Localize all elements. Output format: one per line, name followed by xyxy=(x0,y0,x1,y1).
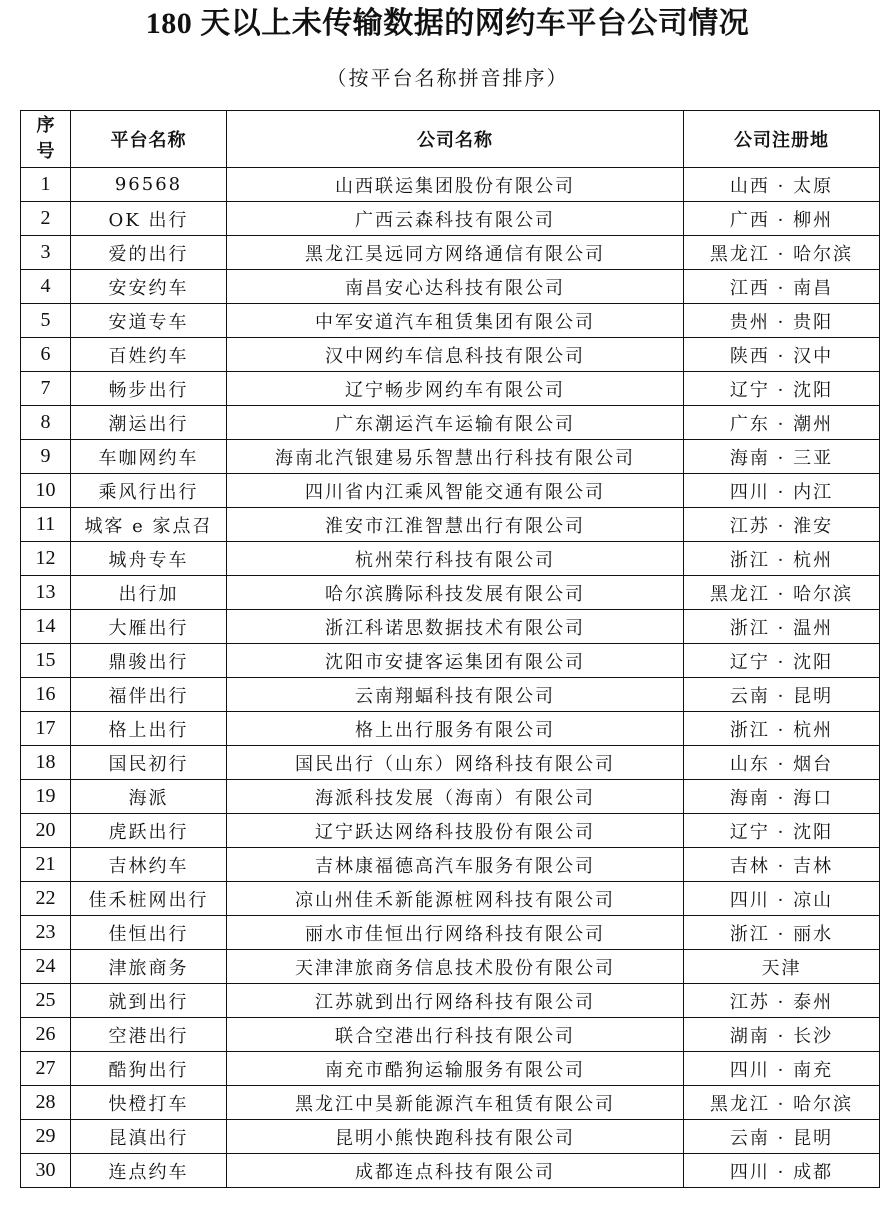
cell-company-name: 江苏就到出行网络科技有限公司 xyxy=(227,984,684,1018)
cell-no: 16 xyxy=(21,678,71,712)
cell-no: 30 xyxy=(21,1154,71,1188)
cell-company-name: 国民出行（山东）网络科技有限公司 xyxy=(227,746,684,780)
cell-platform-name: 城客 e 家点召 xyxy=(71,508,227,542)
table-row xyxy=(21,916,880,950)
cell-registered-location: 海南 · 三亚 xyxy=(684,440,880,474)
table-row xyxy=(21,406,880,440)
table-row xyxy=(21,202,880,236)
table-row xyxy=(21,882,880,916)
cell-no: 17 xyxy=(21,712,71,746)
cell-registered-location: 云南 · 昆明 xyxy=(684,678,880,712)
cell-platform-name: 佳禾桩网出行 xyxy=(71,882,227,916)
cell-platform-name: 潮运出行 xyxy=(71,406,227,440)
table-row xyxy=(21,1018,880,1052)
cell-no: 13 xyxy=(21,576,71,610)
cell-platform-name: 畅步出行 xyxy=(71,372,227,406)
cell-no: 20 xyxy=(21,814,71,848)
table-row xyxy=(21,610,880,644)
cell-platform-name: 国民初行 xyxy=(71,746,227,780)
cell-registered-location: 湖南 · 长沙 xyxy=(684,1018,880,1052)
cell-registered-location: 浙江 · 杭州 xyxy=(684,542,880,576)
cell-registered-location: 黑龙江 · 哈尔滨 xyxy=(684,1086,880,1120)
cell-no: 7 xyxy=(21,372,71,406)
cell-registered-location: 陕西 · 汉中 xyxy=(684,338,880,372)
table-row xyxy=(21,474,880,508)
cell-platform-name: 福伴出行 xyxy=(71,678,227,712)
cell-company-name: 广西云森科技有限公司 xyxy=(227,202,684,236)
cell-no: 26 xyxy=(21,1018,71,1052)
cell-no: 23 xyxy=(21,916,71,950)
table-row xyxy=(21,270,880,304)
table-row xyxy=(21,338,880,372)
table-row xyxy=(21,712,880,746)
cell-no: 12 xyxy=(21,542,71,576)
cell-company-name: 吉林康福德高汽车服务有限公司 xyxy=(227,848,684,882)
cell-no: 1 xyxy=(21,168,71,202)
table-row xyxy=(21,746,880,780)
cell-platform-name: 就到出行 xyxy=(71,984,227,1018)
table-row xyxy=(21,372,880,406)
cell-registered-location: 四川 · 凉山 xyxy=(684,882,880,916)
cell-registered-location: 浙江 · 温州 xyxy=(684,610,880,644)
platform-table xyxy=(20,110,880,1188)
cell-company-name: 中军安道汽车租赁集团有限公司 xyxy=(227,304,684,338)
cell-no: 14 xyxy=(21,610,71,644)
cell-registered-location: 江苏 · 泰州 xyxy=(684,984,880,1018)
table-row xyxy=(21,576,880,610)
cell-company-name: 南充市酷狗运输服务有限公司 xyxy=(227,1052,684,1086)
cell-no: 10 xyxy=(21,474,71,508)
cell-company-name: 联合空港出行科技有限公司 xyxy=(227,1018,684,1052)
cell-no: 6 xyxy=(21,338,71,372)
table-row xyxy=(21,848,880,882)
cell-platform-name: 虎跃出行 xyxy=(71,814,227,848)
header-no xyxy=(21,111,71,168)
header-location: 公司注册地 xyxy=(684,111,880,168)
cell-platform-name: 海派 xyxy=(71,780,227,814)
table-row xyxy=(21,1154,880,1188)
cell-platform-name: 格上出行 xyxy=(71,712,227,746)
cell-registered-location: 辽宁 · 沈阳 xyxy=(684,644,880,678)
cell-platform-name: 城舟专车 xyxy=(71,542,227,576)
cell-registered-location: 广西 · 柳州 xyxy=(684,202,880,236)
cell-no: 19 xyxy=(21,780,71,814)
cell-platform-name: 安道专车 xyxy=(71,304,227,338)
cell-company-name: 沈阳市安捷客运集团有限公司 xyxy=(227,644,684,678)
cell-no: 18 xyxy=(21,746,71,780)
cell-registered-location: 黑龙江 · 哈尔滨 xyxy=(684,236,880,270)
document-title: 180 天以上未传输数据的网约车平台公司情况 xyxy=(145,7,750,40)
cell-registered-location: 四川 · 成都 xyxy=(684,1154,880,1188)
document-subtitle: （按平台名称拼音排序） xyxy=(326,66,569,90)
cell-no: 25 xyxy=(21,984,71,1018)
header-row xyxy=(21,111,880,168)
header-platform: 平台名称 xyxy=(71,111,227,168)
cell-company-name: 山西联运集团股份有限公司 xyxy=(227,168,684,202)
table-row xyxy=(21,508,880,542)
cell-no: 24 xyxy=(21,950,71,984)
table-row xyxy=(21,236,880,270)
cell-registered-location: 浙江 · 丽水 xyxy=(684,916,880,950)
cell-company-name: 成都连点科技有限公司 xyxy=(227,1154,684,1188)
cell-registered-location: 天津 xyxy=(684,950,880,984)
cell-platform-name: 吉林约车 xyxy=(71,848,227,882)
table-row xyxy=(21,644,880,678)
cell-platform-name: 昆滇出行 xyxy=(71,1120,227,1154)
cell-no: 4 xyxy=(21,270,71,304)
cell-company-name: 海派科技发展（海南）有限公司 xyxy=(227,780,684,814)
cell-registered-location: 浙江 · 杭州 xyxy=(684,712,880,746)
cell-company-name: 海南北汽银建易乐智慧出行科技有限公司 xyxy=(227,440,684,474)
cell-company-name: 黑龙江中昊新能源汽车租赁有限公司 xyxy=(227,1086,684,1120)
cell-company-name: 南昌安心达科技有限公司 xyxy=(227,270,684,304)
cell-company-name: 广东潮运汽车运输有限公司 xyxy=(227,406,684,440)
cell-company-name: 淮安市江淮智慧出行有限公司 xyxy=(227,508,684,542)
cell-registered-location: 黑龙江 · 哈尔滨 xyxy=(684,576,880,610)
cell-platform-name: 快橙打车 xyxy=(71,1086,227,1120)
table-row xyxy=(21,440,880,474)
cell-company-name: 丽水市佳恒出行网络科技有限公司 xyxy=(227,916,684,950)
cell-platform-name: 大雁出行 xyxy=(71,610,227,644)
cell-registered-location: 四川 · 内江 xyxy=(684,474,880,508)
cell-platform-name: 百姓约车 xyxy=(71,338,227,372)
cell-company-name: 格上出行服务有限公司 xyxy=(227,712,684,746)
cell-registered-location: 辽宁 · 沈阳 xyxy=(684,372,880,406)
cell-registered-location: 辽宁 · 沈阳 xyxy=(684,814,880,848)
cell-company-name: 哈尔滨腾际科技发展有限公司 xyxy=(227,576,684,610)
cell-registered-location: 江西 · 南昌 xyxy=(684,270,880,304)
cell-registered-location: 云南 · 昆明 xyxy=(684,1120,880,1154)
header-no-line1: 序 xyxy=(36,115,55,136)
header-no-line2: 号 xyxy=(36,141,55,162)
cell-company-name: 辽宁跃达网络科技股份有限公司 xyxy=(227,814,684,848)
cell-company-name: 云南翔蝠科技有限公司 xyxy=(227,678,684,712)
cell-platform-name: 空港出行 xyxy=(71,1018,227,1052)
cell-company-name: 杭州荣行科技有限公司 xyxy=(227,542,684,576)
table-row xyxy=(21,1086,880,1120)
cell-platform-name: 连点约车 xyxy=(71,1154,227,1188)
cell-no: 27 xyxy=(21,1052,71,1086)
table-row xyxy=(21,814,880,848)
cell-platform-name: 乘风行出行 xyxy=(71,474,227,508)
cell-registered-location: 江苏 · 淮安 xyxy=(684,508,880,542)
table-row xyxy=(21,1120,880,1154)
cell-company-name: 浙江科诺思数据技术有限公司 xyxy=(227,610,684,644)
cell-platform-name: OK 出行 xyxy=(71,202,227,236)
table-row xyxy=(21,1052,880,1086)
cell-no: 3 xyxy=(21,236,71,270)
cell-no: 15 xyxy=(21,644,71,678)
cell-registered-location: 山东 · 烟台 xyxy=(684,746,880,780)
cell-registered-location: 海南 · 海口 xyxy=(684,780,880,814)
cell-no: 2 xyxy=(21,202,71,236)
cell-no: 9 xyxy=(21,440,71,474)
cell-platform-name: 爱的出行 xyxy=(71,236,227,270)
cell-registered-location: 吉林 · 吉林 xyxy=(684,848,880,882)
cell-company-name: 天津津旅商务信息技术股份有限公司 xyxy=(227,950,684,984)
cell-platform-name: 佳恒出行 xyxy=(71,916,227,950)
cell-no: 11 xyxy=(21,508,71,542)
table-row xyxy=(21,678,880,712)
table-row xyxy=(21,984,880,1018)
cell-company-name: 汉中网约车信息科技有限公司 xyxy=(227,338,684,372)
cell-no: 8 xyxy=(21,406,71,440)
cell-platform-name: 车咖网约车 xyxy=(71,440,227,474)
cell-company-name: 辽宁畅步网约车有限公司 xyxy=(227,372,684,406)
cell-platform-name: 鼎骏出行 xyxy=(71,644,227,678)
table-row xyxy=(21,950,880,984)
table-row xyxy=(21,542,880,576)
cell-registered-location: 广东 · 潮州 xyxy=(684,406,880,440)
cell-registered-location: 四川 · 南充 xyxy=(684,1052,880,1086)
cell-no: 28 xyxy=(21,1086,71,1120)
table-body xyxy=(21,168,880,1188)
cell-company-name: 凉山州佳禾新能源桩网科技有限公司 xyxy=(227,882,684,916)
cell-company-name: 四川省内江乘风智能交通有限公司 xyxy=(227,474,684,508)
table-header xyxy=(21,111,880,168)
cell-no: 29 xyxy=(21,1120,71,1154)
cell-platform-name: 出行加 xyxy=(71,576,227,610)
cell-no: 22 xyxy=(21,882,71,916)
table-row xyxy=(21,304,880,338)
header-company: 公司名称 xyxy=(227,111,684,168)
cell-no: 21 xyxy=(21,848,71,882)
cell-registered-location: 贵州 · 贵阳 xyxy=(684,304,880,338)
table-row xyxy=(21,168,880,202)
cell-company-name: 黑龙江昊远同方网络通信有限公司 xyxy=(227,236,684,270)
cell-platform-name: 酷狗出行 xyxy=(71,1052,227,1086)
cell-platform-name: 96568 xyxy=(71,168,227,202)
cell-no: 5 xyxy=(21,304,71,338)
cell-registered-location: 山西 · 太原 xyxy=(684,168,880,202)
cell-platform-name: 安安约车 xyxy=(71,270,227,304)
cell-company-name: 昆明小熊快跑科技有限公司 xyxy=(227,1120,684,1154)
cell-platform-name: 津旅商务 xyxy=(71,950,227,984)
table-row xyxy=(21,780,880,814)
